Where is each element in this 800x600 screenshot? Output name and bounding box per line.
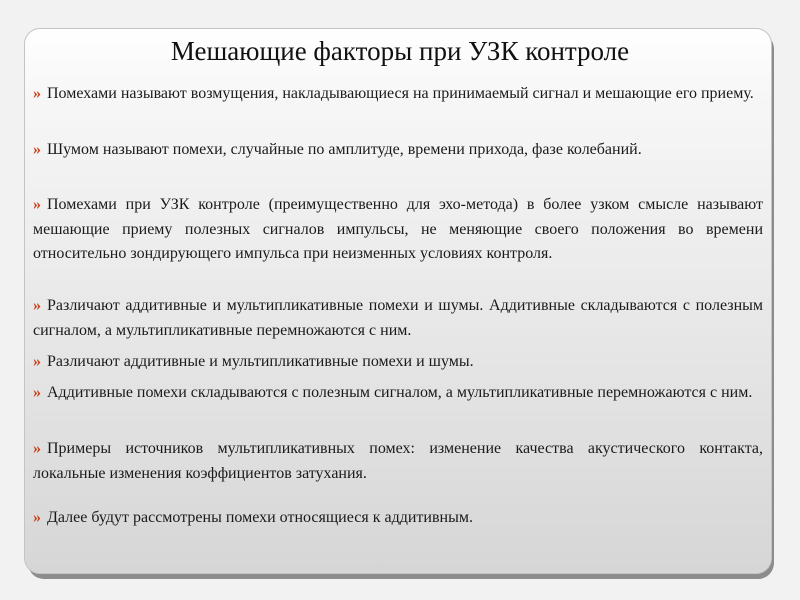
paragraph-6 (33, 381, 763, 406)
paragraph-4 (33, 294, 763, 343)
paragraph-7 (33, 437, 763, 486)
bullet-icon: » (33, 297, 41, 314)
paragraph-5 (33, 350, 763, 375)
paragraph-text: Различают аддитивные и мультипликативные помехи и шумы. Аддитивные складываются с полезным сигналом, а мультипликативные перемножаются с ним. (33, 297, 763, 339)
paragraph-text: Примеры источников мультипликативных помех: изменение качества акустического контакта, локальные изменения коэффициентов затухания. (33, 440, 763, 482)
paragraph-text: Шумом называют помехи, случайные по амплитуде, времени прихода, фазе колебаний. (47, 141, 642, 158)
paragraph-text: Различают аддитивные и мультипликативные помехи и шумы. (47, 353, 474, 370)
slide-title: Мешающие факторы при УЗК контроле (170, 36, 630, 66)
bullet-icon: » (33, 85, 41, 102)
paragraph-1 (33, 82, 763, 107)
bullet-icon: » (33, 384, 41, 401)
paragraph-3 (33, 193, 763, 267)
bullet-icon: » (33, 509, 41, 526)
paragraph-8 (33, 506, 763, 531)
bullet-icon: » (33, 440, 41, 457)
paragraph-text: Помехами называют возмущения, накладывающиеся на принимаемый сигнал и мешающие его приему. (47, 85, 754, 102)
bullet-icon: » (33, 353, 41, 370)
paragraph-text: Помехами при УЗК контроле (преимущественно для эхо-метода) в более узком смысле называют мешающие приему полезных сигналов импульсы, не меняющие своего положения во времени относительно зондирующего импульса при неизменных условиях контроля. (33, 196, 763, 262)
paragraph-2 (33, 138, 763, 163)
bullet-icon: » (33, 141, 41, 158)
paragraph-text: Аддитивные помехи складываются с полезным сигналом, а мультипликативные перемножаются с ним. (47, 384, 753, 401)
paragraph-text: Далее будут рассмотрены помехи относящиеся к аддитивным. (47, 509, 473, 526)
bullet-icon: » (33, 196, 41, 213)
